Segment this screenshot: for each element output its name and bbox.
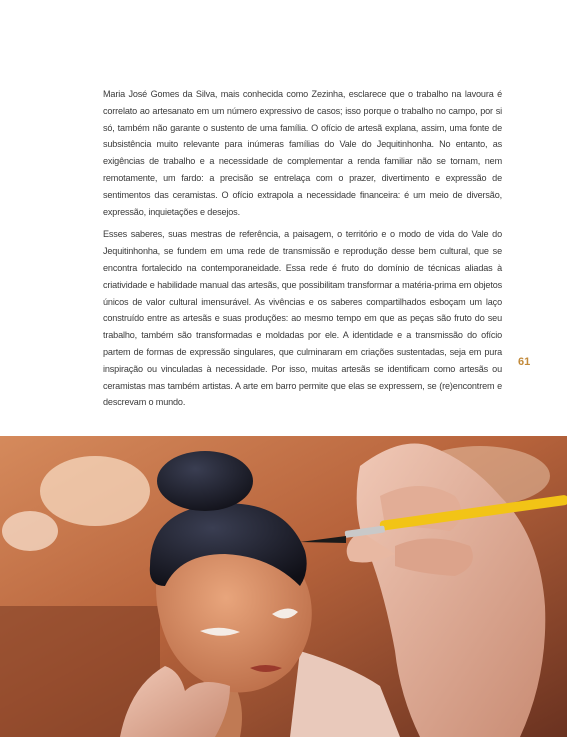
page-number: 61 — [518, 356, 531, 368]
paragraph-2: Esses saberes, suas mestras de referência, a paisagem, o território e o modo de vida do Vale do Jequitinhonha, se fundem em uma rede de transmissão e reprodução desse bem cultural, que se encontra fortalecido na contemporaneidade. Essa rede é fruto do domínio de técnicas aliadas à criatividade e habilidade manual das artesãs, que possibilitam transformar a matéria-prima em objetos únicos de valor cultural imensurável. As vivências e os saberes compartilhados esboçam um laço construído entre as artesãs e suas produções: ao mesmo tempo em que as peças são fruto do seu trabalho, também são transformadas e moldadas por ele. A identidade e a transmissão do ofício partem de formas de expressão singulares, que culminaram em criações sustentadas, seja em pura inspiração ou vinculadas à necessidade. Por isso, muitas artesãs se identificam como artesãs ou ceramistas mas também artistas. A arte em barro permite que elas se expressem, se (re)encontrem e descrevam o mundo. — [103, 229, 502, 408]
figure-bun — [157, 451, 253, 511]
paragraph-1: Maria José Gomes da Silva, mais conhecida como Zezinha, esclarece que o trabalho na lavoura é correlato ao artesanato em um número expressivo de casos; isso porque o trabalho no campo, por si só, também não garante o sustento de uma família. O ofício de artesã explana, assim, uma fonte de subsistência muito relevante para inúmeras famílias do Vale do Jequitinhonha. No entanto, as exigências de trabalho e a necessidade de complementar a renda familiar não se tornam, nem remotamente, um fardo: a precisão se entrelaça com o prazer, divertimento e expressão de sentimentos das ceramistas. O ofício extrapola a necessidade financeira: é um meio de diversão, expressão, inquietações e desejos. — [103, 89, 502, 217]
blurred-light-1 — [40, 456, 150, 526]
blurred-light-2 — [2, 511, 58, 551]
body-text — [103, 86, 502, 417]
ceramic-painting-photo — [0, 436, 567, 737]
